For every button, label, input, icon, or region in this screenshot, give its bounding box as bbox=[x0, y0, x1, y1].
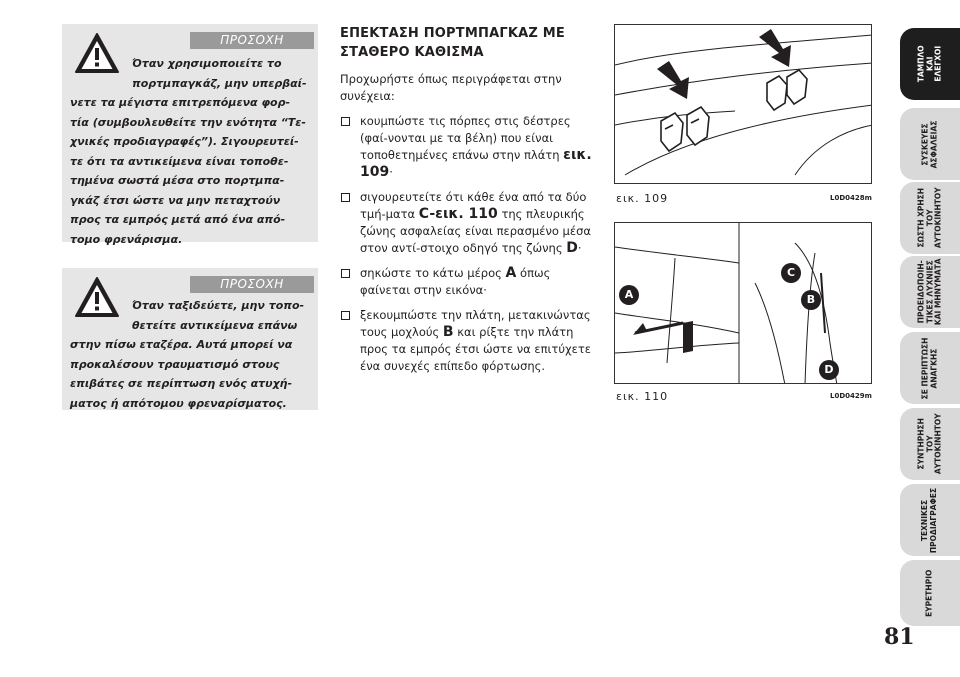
arrow-icon bbox=[759, 29, 791, 67]
warning-heading: ΠΡΟΣΟΧΗ bbox=[190, 32, 314, 49]
tab-emergency[interactable]: ΣΕ ΠΕΡΙΠΤΩΣΗ ΑΝΑΓΚΗΣ bbox=[900, 332, 960, 404]
bullet-square-icon bbox=[341, 269, 350, 278]
tab-index[interactable]: ΕΥΡΕΤΗΡΙΟ bbox=[900, 560, 960, 626]
main-text-column bbox=[340, 24, 596, 375]
list-item: ξεκουμπώστε την πλάτη, μετακινώντας τους μοχλούς B και ρίξτε την πλάτη προς τα εμπρός έτσι ώστε να επιτύχετε ένα συνεχές επίπεδο φόρτωσης. bbox=[340, 307, 596, 375]
bullet-square-icon bbox=[341, 193, 350, 202]
figure-caption: εικ. 110 bbox=[616, 390, 669, 403]
label-badge: C bbox=[781, 263, 801, 283]
intro-text: Προχωρήστε όπως περιγράφεται στην συνέχεια: bbox=[340, 72, 562, 103]
figure-110-illustration bbox=[614, 222, 872, 384]
tab-maintenance[interactable]: ΣΥΝΤΗΡΗΣΗ ΤΟΥ ΑΥΤΟΚΙΝΗΤΟΥ bbox=[900, 408, 960, 480]
arrow-icon bbox=[657, 61, 689, 99]
seat-buckles-illustration bbox=[615, 25, 872, 184]
tab-correct-use[interactable]: ΣΩΣΤΗ ΧΡΗΣΗ ΤΟΥ ΑΥΤΟΚΙΝΗΤΟΥ bbox=[900, 182, 960, 254]
label-badge: D bbox=[819, 360, 839, 380]
figure-109-illustration bbox=[614, 24, 872, 184]
warning-heading: ΠΡΟΣΟΧΗ bbox=[190, 276, 314, 293]
warning-text: Όταν ταξιδεύετε, μην τοπο- θετείτε αντικείμενα επάνω στην πίσω εταζέρα. Αυτά μπορεί να προκαλέσουν τραυματισμό στους επιβάτες σε περίπτωση ενός ατυχή- ματος ή απότομου φρεναρίσματος. bbox=[70, 299, 305, 410]
seat-fold-illustration bbox=[615, 223, 872, 384]
page-number: 81 bbox=[884, 624, 915, 650]
list-item: σιγουρευτείτε ότι κάθε ένα από τα δύο τμή-ματα C-εικ. 110 της πλευρικής ζώνης ασφαλείας είναι περασμένο μέσα στον αντί-στοιχο οδηγό της ζώνης D· bbox=[340, 189, 596, 257]
warning-box-luggage bbox=[62, 24, 318, 246]
label-badge: A bbox=[619, 285, 639, 305]
tab-warning-lights[interactable]: ΠΡΟΕΙΔΟΠΟΙΗ- ΤΙΚΕΣ ΛΥΧΝΙΕΣ ΚΑΙ ΜΗΝΥΜΑΤΑ bbox=[900, 256, 960, 328]
bullet-square-icon bbox=[341, 117, 350, 126]
tab-technical-specs[interactable]: ΤΕΧΝΙΚΕΣ ΠΡΟΔΙΑΓΡΑΦΕΣ bbox=[900, 484, 960, 556]
list-item: σηκώστε το κάτω μέρος A όπως φαίνεται στην εικόνα· bbox=[340, 265, 596, 299]
label-badge: B bbox=[801, 290, 821, 310]
warning-text: Όταν χρησιμοποιείτε το πορτμπαγκάζ, μην υπερβαί- νετε τα μέγιστα επιτρεπόμενα φορ- τία (συμβουλευθείτε την ενότητα “Τε- χνικές προδιαγραφές”). Σιγουρευτεί- τε ότι τα αντικείμενα είναι τοποθε- τημένα σωστά μέσα στο πορτμπα- γκάζ έτσι ώστε να μην πεταχτούν προς τα εμπρός μετά από ένα από- τομο φρενάρισμα. bbox=[70, 57, 307, 246]
figure-caption: εικ. 109 bbox=[616, 192, 669, 205]
tab-dashboard-controls[interactable]: ΤΑΜΠΛΟ ΚΑΙ ΕΛΕΓΧΟΙ bbox=[900, 28, 960, 100]
tab-safety-devices[interactable]: ΣΥΣΚΕΥΕΣ ΑΣΦΑΛΕΙΑΣ bbox=[900, 108, 960, 180]
bullet-square-icon bbox=[341, 311, 350, 320]
list-item: κουμπώστε τις πόρπες στις δέστρες (φαί-νονται με τα βέλη) που είναι τοποθετημένες επάνω στην πλάτη εικ. 109· bbox=[340, 113, 596, 181]
section-title: ΕΠΕΚΤΑΣΗ ΠΟΡΤΜΠΑΓΚΑΖ ΜΕ ΣΤΑΘΕΡΟ ΚΑΘΙΣΜΑ bbox=[340, 26, 565, 60]
figure-code: L0D0429m bbox=[830, 392, 872, 400]
figure-code: L0D0428m bbox=[830, 194, 872, 202]
warning-box-rear-shelf bbox=[62, 268, 318, 410]
